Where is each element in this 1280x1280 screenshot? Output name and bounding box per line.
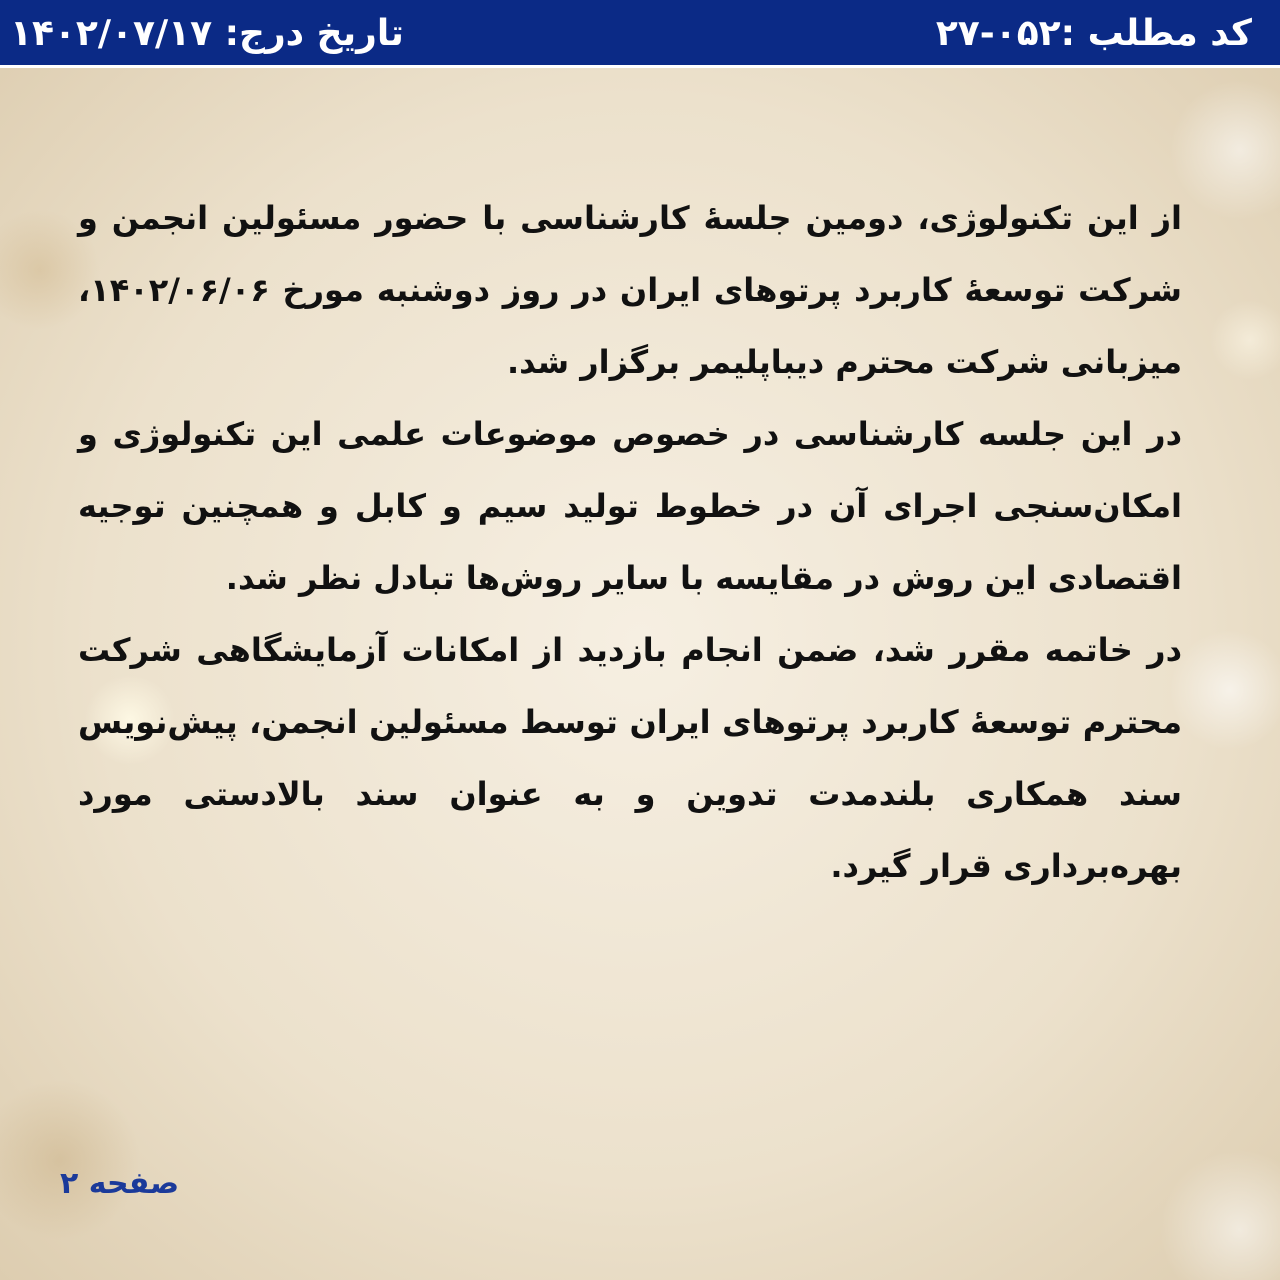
article-body — [78, 182, 1182, 902]
paragraph: در خاتمه مقرر شد، ضمن انجام بازدید از امکانات آزمایشگاهی شرکت محترم توسعهٔ کاربرد پرتوهای ایران توسط مسئولین انجمن، پیش‌نویس سند همکاری بلندمدت تدوین و به عنوان سند بالادستی مورد بهره‌برداری قرار گیرد. — [78, 631, 1182, 885]
page-number: صفحه ۲ — [60, 1166, 180, 1201]
paragraph: در این جلسه کارشناسی در خصوص موضوعات علمی این تکنولوژی و امکان‌سنجی اجرای آن در خطوط تولید سیم و کابل و همچنین توجیه اقتصادی این روش در مقایسه با سایر روش‌ها تبادل نظر شد. — [78, 415, 1182, 597]
publish-date: تاریخ درج: ۱۴۰۲/۰۷/۱۷ — [10, 13, 404, 54]
header-bar — [0, 0, 1280, 68]
article-code: کد مطلب :۰۵۲-۲۷ — [935, 13, 1252, 54]
paragraph: از این تکنولوژی، دومین جلسهٔ کارشناسی با حضور مسئولین انجمن و شرکت توسعهٔ کاربرد پرتوهای ایران در روز دوشنبه مورخ ۱۴۰۲/۰۶/۰۶، میزبانی شرکت محترم دیباپلیمر برگزار شد. — [78, 199, 1182, 381]
